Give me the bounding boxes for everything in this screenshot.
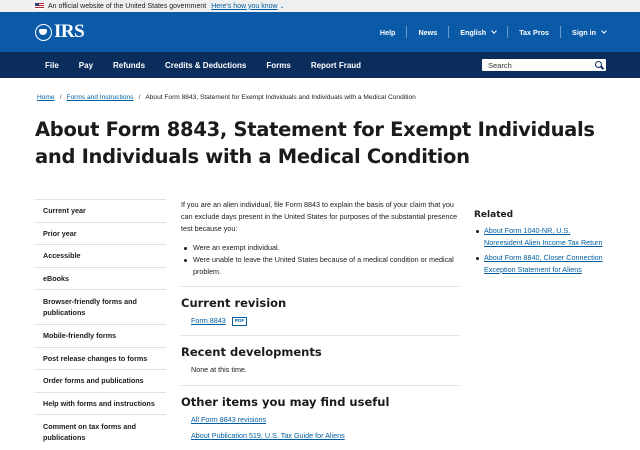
nav-report-fraud[interactable]: Report Fraud [310,60,362,70]
form-8840-link[interactable]: About Form 8840, Closer Connection Exception Statement for Aliens [484,252,603,274]
form-8843-pdf-link[interactable]: Form 8843 [191,316,226,326]
nav-file[interactable]: File [45,60,59,70]
sidebar-item-prior-year[interactable]: Prior year [35,222,166,245]
section-divider [181,286,459,287]
breadcrumb-current: About Form 8843, Statement for Exempt Individuals and Individuals with a Medical Condition [145,94,416,101]
official-gov-banner [0,0,640,12]
main-nav [0,52,640,78]
breadcrumb [37,94,416,101]
main-content [181,199,459,442]
all-revisions-link[interactable]: All Form 8843 revisions [191,414,267,424]
recent-developments-text: None at this time. [191,365,247,375]
list-item: Were unable to leave the United States because of a medical condition or medical problem. [181,254,459,278]
nav-pay[interactable]: Pay [78,60,94,70]
list-item [474,252,608,276]
sidebar-item-ebooks[interactable]: eBooks [35,267,166,290]
search-box [482,59,606,71]
sidebar-item-mobile-friendly[interactable]: Mobile-friendly forms [35,324,166,347]
sidebar-item-comment-on-forms[interactable]: Comment on tax forms and publications [35,414,166,449]
help-link[interactable] [369,28,407,37]
sign-in-dropdown[interactable] [561,28,606,37]
sidebar-item-current-year[interactable]: Current year [35,199,166,222]
recent-developments-heading: Recent developments [181,345,322,360]
logo-text: IRS [54,21,85,42]
current-revision-row [181,315,459,327]
form-1040nr-link[interactable]: About Form 1040-NR, U.S. Nonresident Alien Income Tax Return [484,226,603,248]
sidebar-nav [35,199,166,449]
sidebar-item-post-release-changes[interactable]: Post release changes to forms [35,347,166,370]
irs-eagle-icon [35,24,52,41]
pdf-badge: PDF [232,317,248,326]
tax-pros-link[interactable] [508,28,560,37]
publication-519-link[interactable]: About Publication 519, U.S. Tax Guide for Aliens [191,430,345,440]
chevron-down-icon[interactable]: ⌄ [279,3,285,10]
nav-credits-deductions[interactable]: Credits & Deductions [165,60,247,70]
sidebar-item-help-with-forms[interactable]: Help with forms and instructions [35,392,166,415]
breadcrumb-home[interactable]: Home [37,94,55,101]
related-heading: Related [474,210,514,220]
news-link[interactable] [407,28,448,37]
list-item [474,225,608,249]
nav-refunds[interactable]: Refunds [113,60,146,70]
sign-in-label: Sign in [572,27,596,37]
sidebar-item-accessible[interactable]: Accessible [35,244,166,267]
news-label: News [418,27,438,37]
irs-logo[interactable] [35,21,84,43]
section-divider [181,335,459,336]
related-panel [474,209,608,278]
current-revision-heading: Current revision [181,296,287,311]
other-items-links [181,414,459,442]
chevron-down-icon [601,28,607,34]
search-input[interactable] [488,61,588,70]
sidebar-item-browser-friendly[interactable]: Browser-friendly forms and publications [35,289,166,324]
gov-banner-text: An official website of the United States government [48,2,207,10]
page-title: About Form 8843, Statement for Exempt Individuals and Individuals with a Medical Condition [35,118,595,168]
language-dropdown[interactable] [449,28,507,37]
sidebar-item-order-forms[interactable]: Order forms and publications [35,369,166,392]
exemption-list [181,242,459,279]
utility-nav [369,26,606,38]
breadcrumb-separator: / [59,94,62,101]
section-divider [181,385,459,386]
list-item: Were an exempt individual. [181,242,459,254]
chevron-down-icon [491,28,497,34]
breadcrumb-separator: / [138,94,141,101]
other-items-heading: Other items you may find useful [181,394,390,409]
site-header [0,12,640,52]
tax-pros-label: Tax Pros [519,27,550,37]
help-label: Help [379,27,396,37]
search-icon[interactable] [595,61,603,69]
breadcrumb-forms-and-instructions[interactable]: Forms and Instructions [66,94,134,101]
intro-paragraph: If you are an alien individual, file Form 8843 to explain the basis of your claim that you can exclude days present in the United States for purposes of the substantial presence test because you: [181,200,458,234]
heres-how-you-know-link[interactable]: Here's how you know [211,2,278,10]
language-label: English [460,27,487,37]
nav-forms[interactable]: Forms [266,60,291,70]
us-flag-icon [35,3,44,9]
related-list [474,225,608,276]
